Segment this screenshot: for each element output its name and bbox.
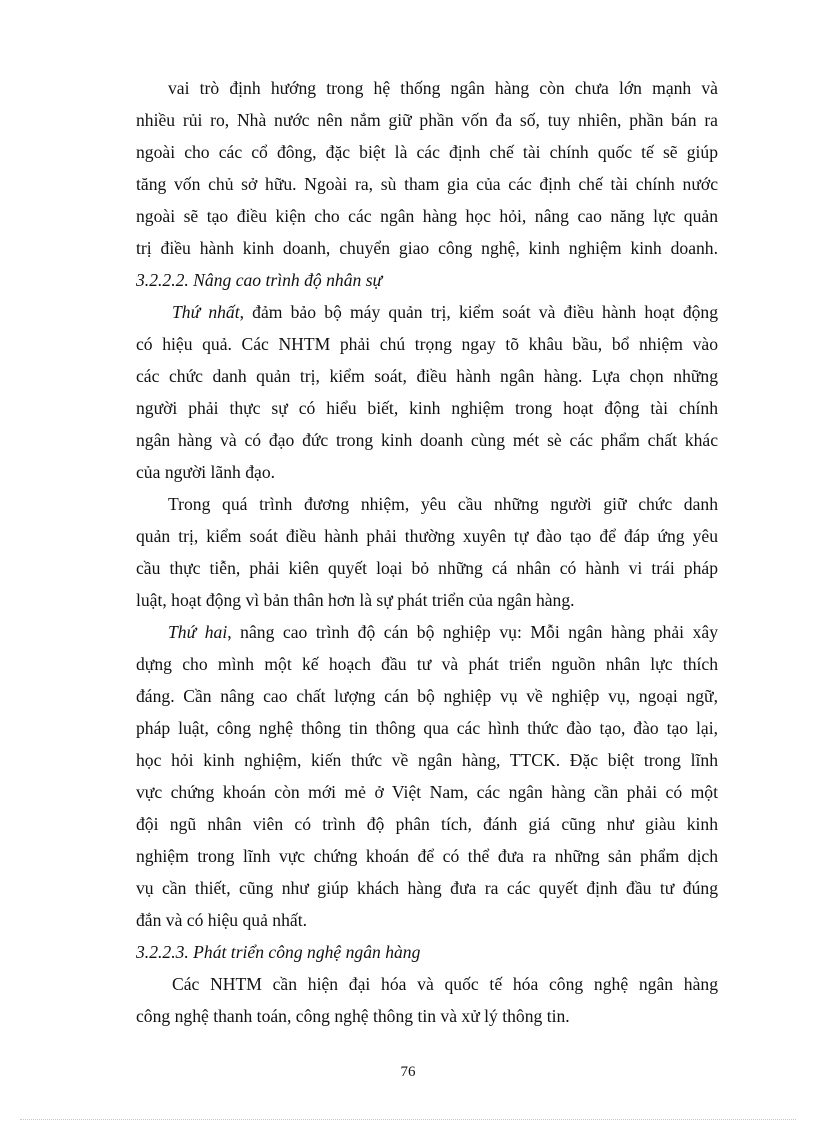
paragraph-line: có hiệu quả. Các NHTM phải chú trọng ngay tõ khâu bầu, bổ nhiệm vào (136, 334, 718, 354)
paragraph-line: đắn và có hiệu quả nhất. (136, 910, 307, 930)
paragraph-line: Trong quá trình đương nhiệm, yêu cầu những người giữ chức danh (168, 494, 718, 514)
paragraph-line: đội ngũ nhân viên có trình độ phân tích, đánh giá cũng như giàu kinh (136, 814, 718, 834)
page-number: 76 (400, 1064, 416, 1080)
paragraph-line: vực chứng khoán còn mới mẻ ở Việt Nam, các ngân hàng cần phải có một (136, 782, 718, 802)
paragraph-line: ngoài cho các cổ đông, đặc biệt là các định chế tài chính quốc tế sẽ giúp (136, 142, 718, 162)
emphasis-text: Thứ nhất (172, 302, 240, 322)
paragraph-line: vụ cần thiết, cũng như giúp khách hàng đưa ra các quyết định đầu tư đúng (136, 878, 718, 898)
paragraph-line: cầu thực tiễn, phải kiên quyết loại bỏ những cá nhân có hành vi trái pháp (136, 558, 718, 578)
paragraph-line: nhiều rủi ro, Nhà nước nên nắm giữ phần vốn đa số, tuy nhiên, phần bán ra (136, 110, 718, 130)
section-heading: 3.2.2.3. Phát triển công nghệ ngân hàng (136, 942, 421, 962)
paragraph-line: ngân hàng và có đạo đức trong kinh doanh cùng mét sè các phẩm chất khác (136, 430, 718, 450)
paragraph-line: luật, hoạt động vì bản thân hơn là sự phát triển của ngân hàng. (136, 590, 575, 610)
paragraph-line: vai trò định hướng trong hệ thống ngân hàng còn chưa lớn mạnh và (168, 78, 718, 98)
paragraph-line (136, 616, 718, 648)
emphasis-text: Thứ hai (168, 622, 228, 642)
paragraph-line: người phải thực sự có hiểu biết, kinh nghiệm trong hoạt động tài chính (136, 398, 718, 418)
paragraph-line (136, 296, 718, 328)
page-bottom-border (20, 1119, 796, 1120)
section-heading: 3.2.2.2. Nâng cao trình độ nhân sự (136, 270, 383, 290)
paragraph-line: học hỏi kinh nghiệm, kiến thức về ngân hàng, TTCK. Đặc biệt trong lĩnh (136, 750, 718, 770)
paragraph-line: quản trị, kiểm soát điều hành phải thường xuyên tự đào tạo để đáp ứng yêu (136, 526, 718, 546)
paragraph-line: các chức danh quản trị, kiểm soát, điều hành ngân hàng. Lựa chọn những (136, 366, 718, 386)
paragraph-text: , đảm bảo bộ máy quản trị, kiểm soát và điều hành hoạt động (239, 302, 719, 322)
paragraph-line: dựng cho mình một kế hoạch đầu tư và phát triển nguồn nhân lực thích (136, 654, 718, 674)
paragraph-line: tăng vốn chủ sở hữu. Ngoài ra, sù tham gia của các định chế tài chính nước (136, 174, 718, 194)
paragraph-text: , nâng cao trình độ cán bộ nghiệp vụ: Mỗi ngân hàng phải xây (227, 622, 719, 642)
paragraph-line: Các NHTM cần hiện đại hóa và quốc tế hóa công nghệ ngân hàng (172, 974, 718, 994)
paragraph-line: đáng. Cần nâng cao chất lượng cán bộ nghiệp vụ về nghiệp vụ, ngoại ngữ, (136, 686, 718, 706)
paragraph-line: của người lãnh đạo. (136, 462, 276, 482)
paragraph-line: ngoài sẽ tạo điều kiện cho các ngân hàng học hỏi, nâng cao năng lực quản (136, 206, 718, 226)
paragraph-line: công nghệ thanh toán, công nghệ thông tin và xử lý thông tin. (136, 1006, 570, 1026)
paragraph-line: trị điều hành kinh doanh, chuyển giao công nghệ, kinh nghiệm kinh doanh. (136, 238, 718, 258)
paragraph-line: nghiệm trong lĩnh vực chứng khoán để có thể đưa ra những sản phẩm dịch (136, 846, 718, 866)
paragraph-line: pháp luật, công nghệ thông tin thông qua các hình thức đào tạo, đào tạo lại, (136, 718, 718, 738)
